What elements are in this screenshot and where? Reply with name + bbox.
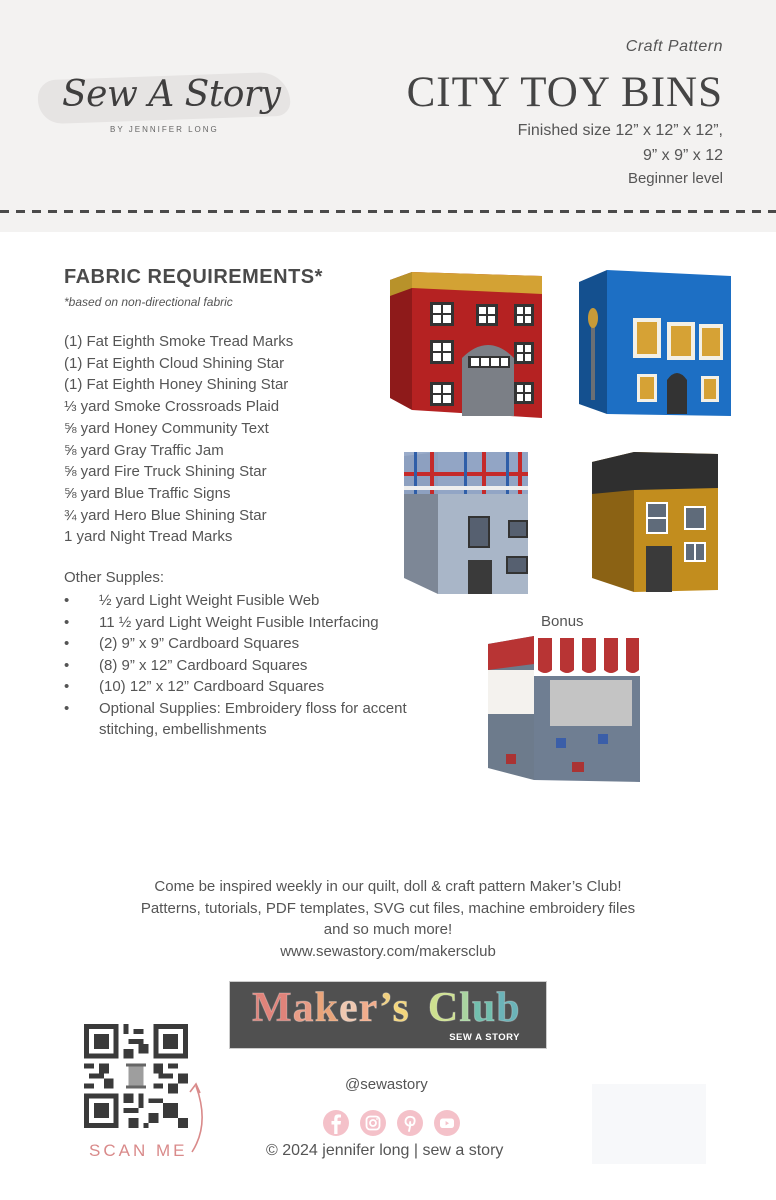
toy-bin-honey-building xyxy=(590,452,720,594)
fabric-item: ⅓ yard Smoke Crossroads Plaid xyxy=(64,398,280,416)
toy-bin-bonus-shop xyxy=(486,634,642,784)
bullet-icon: • xyxy=(64,613,70,631)
bullet-icon: • xyxy=(64,699,70,717)
bullet-icon: • xyxy=(64,635,70,652)
bullet-icon: • xyxy=(64,592,70,609)
supply-item: • (2) 9” x 9” Cardboard Squares xyxy=(64,633,444,655)
finished-size-line-2: 9” x 9” x 12 xyxy=(642,147,723,164)
fabric-requirements-heading: FABRIC REQUIREMENTS* xyxy=(64,266,323,288)
copyright-text: © 2024 jennifer long | sew a story xyxy=(266,1142,504,1159)
fabric-item: 1 yard Night Tread Marks xyxy=(64,528,233,546)
fabric-item: (1) Fat Eighth Honey Shining Star xyxy=(64,376,289,394)
header-band xyxy=(0,0,776,232)
fabric-item: ⅝ yard Gray Traffic Jam xyxy=(64,441,224,459)
scan-me-label: SCAN ME xyxy=(89,1141,188,1160)
toy-bin-red-fire-station xyxy=(388,268,544,420)
fabric-item: ⅝ yard Blue Traffic Signs xyxy=(64,484,231,502)
makers-club-subtitle: SEW A STORY xyxy=(449,1032,520,1043)
logo-wordmark: Sew A Story xyxy=(62,74,281,115)
supply-item: • (8) 9” x 12” Cardboard Squares xyxy=(64,655,444,677)
fabric-item: ¾ yard Hero Blue Shining Star xyxy=(64,506,267,524)
youtube-icon[interactable] xyxy=(434,1110,460,1136)
fabric-item: ⅝ yard Fire Truck Shining Star xyxy=(64,463,267,481)
other-supplies-heading: Other Supples: xyxy=(64,569,165,586)
curved-arrow-icon xyxy=(186,1080,212,1156)
social-handle[interactable]: @sewastory xyxy=(345,1076,428,1093)
sew-a-story-logo xyxy=(38,68,292,140)
dashed-divider xyxy=(0,210,776,213)
fabric-item: ⅝ yard Honey Community Text xyxy=(64,419,269,437)
bullet-icon: • xyxy=(64,678,70,695)
fabric-list xyxy=(64,331,293,548)
bullet-icon: • xyxy=(64,656,70,674)
toy-bin-blue-building xyxy=(577,268,733,418)
pinterest-icon[interactable] xyxy=(397,1110,423,1136)
instagram-icon[interactable] xyxy=(360,1110,386,1136)
finished-size-line-1: Finished size 12” x 12” x 12”, xyxy=(517,122,723,139)
supply-item: • (10) 12” x 12” Cardboard Squares xyxy=(64,676,444,698)
makers-club-wordmark: Maker’s Club xyxy=(252,985,521,1031)
fabric-requirements-note: *based on non-directional fabric xyxy=(64,295,233,309)
bonus-label: Bonus xyxy=(541,613,584,630)
blank-label-area xyxy=(592,1084,706,1164)
makers-club-banner[interactable] xyxy=(229,981,547,1049)
fabric-item: (1) Fat Eighth Cloud Shining Star xyxy=(64,354,285,372)
pattern-title: CITY TOY BINS xyxy=(406,69,723,116)
other-supplies-list xyxy=(64,590,444,741)
promo-text: Come be inspired weekly in our quilt, doll & craft pattern Maker’s Club! Patterns, tutorials, PDF templates, SVG cut files, machine embroidery files and so much more! xyxy=(140,878,636,938)
toy-bin-gray-plaid-building xyxy=(402,452,530,598)
makers-club-promo xyxy=(140,876,636,962)
supply-item: • 11 ½ yard Light Weight Fusible Interfacing xyxy=(64,612,444,634)
fabric-item: (1) Fat Eighth Smoke Tread Marks xyxy=(64,333,294,350)
supply-item: • Optional Supplies: Embroidery floss for accent stitching, embellishments xyxy=(64,699,407,738)
skill-level: Beginner level xyxy=(627,170,723,187)
facebook-icon[interactable] xyxy=(323,1110,349,1136)
logo-byline: BY JENNIFER LONG xyxy=(110,125,219,134)
supply-item: • ½ yard Light Weight Fusible Web xyxy=(64,590,444,612)
qr-code[interactable] xyxy=(84,1024,188,1128)
social-icons xyxy=(323,1110,460,1136)
promo-url-link[interactable]: www.sewastory.com/makersclub xyxy=(280,942,496,960)
pattern-category: Craft Pattern xyxy=(625,38,723,55)
